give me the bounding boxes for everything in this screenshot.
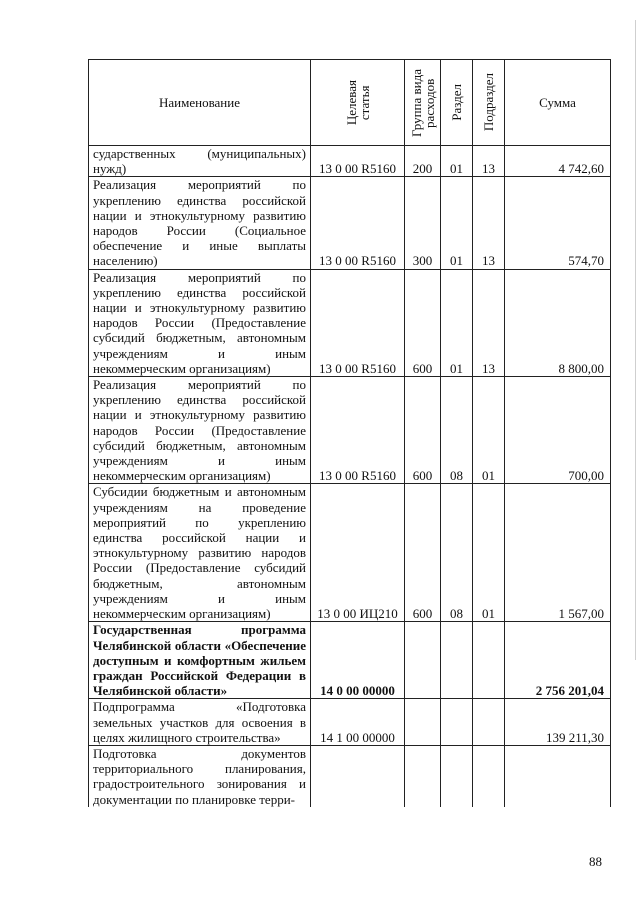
row-subsection: 13 — [473, 177, 505, 269]
table-row — [89, 146, 611, 177]
table-row — [89, 484, 611, 622]
row-group: 600 — [405, 377, 441, 484]
row-sum: 700,00 — [505, 377, 611, 484]
row-section — [441, 745, 473, 806]
header-subsection: Подраздел — [473, 60, 505, 146]
table-row — [89, 177, 611, 269]
row-group — [405, 745, 441, 806]
row-section: 01 — [441, 177, 473, 269]
budget-table — [88, 59, 611, 807]
table-row — [89, 269, 611, 376]
row-section: 01 — [441, 269, 473, 376]
row-sum: 2 756 201,04 — [505, 622, 611, 699]
row-name: Государственная программа Челябинской области «Обеспечение доступным и комфортным жильем граждан Российской Федерации в Челябинской области» — [89, 622, 311, 699]
row-target — [311, 745, 405, 806]
header-section: Раздел — [441, 60, 473, 146]
row-target: 13 0 00 ИЦ210 — [311, 484, 405, 622]
scan-edge-line — [635, 20, 636, 660]
header-target: Целевая статья — [311, 60, 405, 146]
row-group: 600 — [405, 484, 441, 622]
row-section: 08 — [441, 484, 473, 622]
row-section: 01 — [441, 146, 473, 177]
row-name: Подготовка документов территориального планирования, градостроительного зонирования и документации по планировке терри- — [89, 745, 311, 806]
row-target: 13 0 00 R5160 — [311, 177, 405, 269]
row-subsection: 01 — [473, 377, 505, 484]
row-sum: 1 567,00 — [505, 484, 611, 622]
row-sum — [505, 745, 611, 806]
header-group: Группа вида расходов — [405, 60, 441, 146]
row-section — [441, 622, 473, 699]
row-sum: 8 800,00 — [505, 269, 611, 376]
row-subsection: 01 — [473, 484, 505, 622]
table-row — [89, 745, 611, 806]
table-row — [89, 622, 611, 699]
row-group: 200 — [405, 146, 441, 177]
row-group — [405, 622, 441, 699]
row-subsection — [473, 699, 505, 746]
row-name: Реализация мероприятий по укреплению единства российской нации и этнокультурному развитию народов России (Предоставление субсидий бюджетным, автономным учреждениям и иным некоммерческим организациям) — [89, 269, 311, 376]
row-name: Реализация мероприятий по укреплению единства российской нации и этнокультурному развитию народов России (Предоставление субсидий бюджетным, автономным учреждениям и иным некоммерческим организациям) — [89, 377, 311, 484]
row-sum: 139 211,30 — [505, 699, 611, 746]
row-name: Реализация мероприятий по укреплению единства российской нации и этнокультурному развитию народов России (Социальное обеспечение и иные выплаты населению) — [89, 177, 311, 269]
row-name: сударственных (муниципальных) нужд) — [89, 146, 311, 177]
row-sum: 4 742,60 — [505, 146, 611, 177]
row-group: 300 — [405, 177, 441, 269]
row-group — [405, 699, 441, 746]
row-target: 13 0 00 R5160 — [311, 377, 405, 484]
table-header — [89, 60, 611, 146]
row-target: 13 0 00 R5160 — [311, 146, 405, 177]
table-row — [89, 699, 611, 746]
row-subsection: 13 — [473, 269, 505, 376]
row-section — [441, 699, 473, 746]
header-sum: Сумма — [505, 60, 611, 146]
table-body — [89, 146, 611, 807]
page-number: 88 — [589, 854, 602, 869]
row-subsection — [473, 745, 505, 806]
row-group: 600 — [405, 269, 441, 376]
row-target: 13 0 00 R5160 — [311, 269, 405, 376]
header-name: Наименование — [89, 60, 311, 146]
row-subsection — [473, 622, 505, 699]
row-target: 14 0 00 00000 — [311, 622, 405, 699]
row-name: Субсидии бюджетным и автономным учреждениям на проведение мероприятий по укреплению единства российской нации и этнокультурному развитию народов России (Предоставление субсидий бюджетным, автономным учреждениям и иным некоммерческим организациям) — [89, 484, 311, 622]
row-name: Подпрограмма «Подготовка земельных участков для освоения в целях жилищного строительства» — [89, 699, 311, 746]
row-section: 08 — [441, 377, 473, 484]
row-target: 14 1 00 00000 — [311, 699, 405, 746]
row-subsection: 13 — [473, 146, 505, 177]
table-row — [89, 377, 611, 484]
row-sum: 574,70 — [505, 177, 611, 269]
